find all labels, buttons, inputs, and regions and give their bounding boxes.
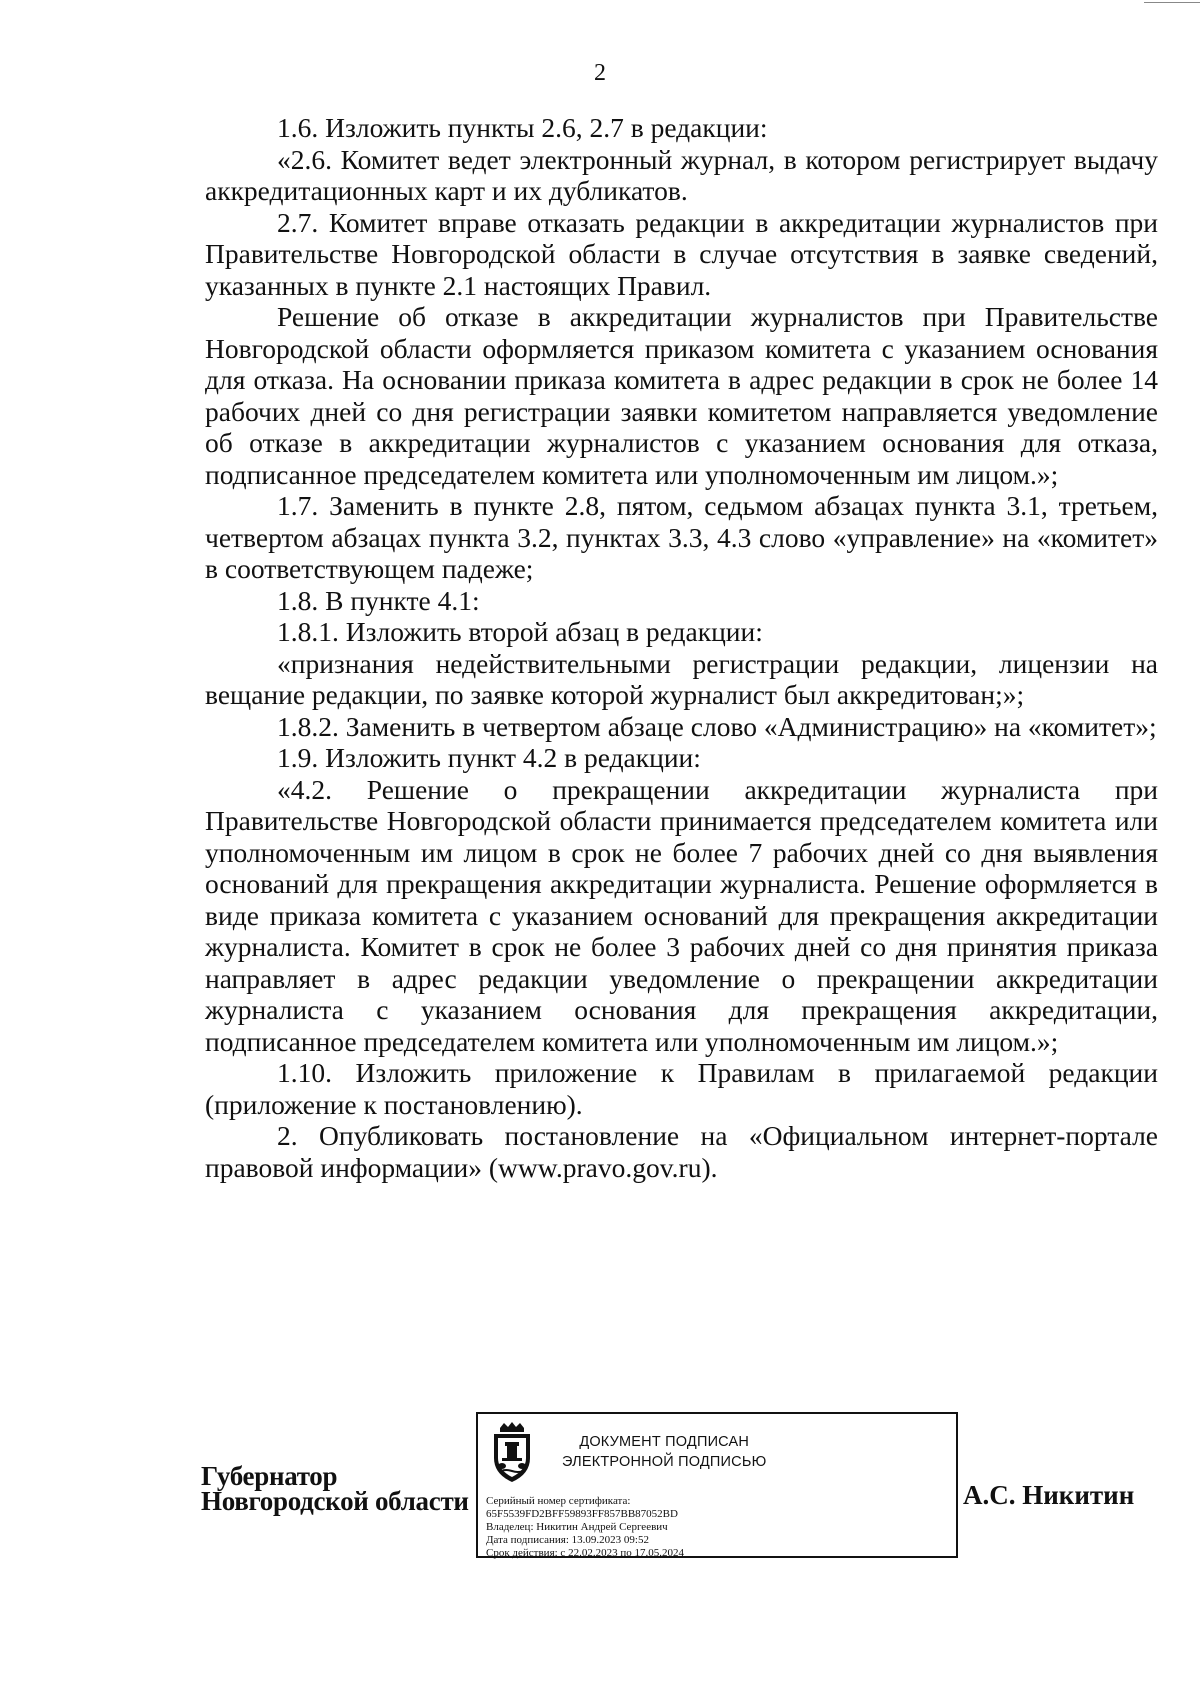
- paragraph-1-10: 1.10. Изложить приложение к Правилам в прилагаемой редакции (приложение к постановлению).: [205, 1057, 1158, 1120]
- paragraph-2-7: 2.7. Комитет вправе отказать редакции в аккредитации журналистов при Правительстве Новгородской области в случае отсутствия в заявке сведений, указанных в пункте 2.1 настоящих Правил.: [205, 206, 1158, 301]
- certificate-validity: Срок действия: с 22.02.2023 по 17.05.2024: [486, 1547, 684, 1559]
- certificate-label: Серийный номер сертификата:: [486, 1495, 631, 1507]
- paragraph-1-8-2: 1.8.2. Заменить в четвертом абзаце слово «Администрацию» на «комитет»;: [277, 710, 1157, 742]
- paragraph-recognition: «признания недействительными регистрации редакции, лицензии на вещание редакции, по заявке которой журналист был аккредитован;»;: [205, 647, 1158, 710]
- paragraph-2-publish: 2. Опубликовать постановление на «Официальном интернет-портале правовой информации» (www.pravo.gov.ru).: [205, 1120, 1158, 1183]
- signature-block: [0, 1412, 1200, 1572]
- stamp-header-line1: ДОКУМЕНТ ПОДПИСАН: [579, 1434, 750, 1450]
- signatory-title: [201, 1461, 469, 1516]
- signatory-title-line2: Новгородской области: [201, 1486, 469, 1516]
- certificate-serial: 65F5539FD2BFF59893FF857BB87052BD: [486, 1508, 678, 1520]
- page-number: 2: [594, 60, 606, 86]
- signatory-name: А.С. Никитин: [963, 1480, 1135, 1510]
- signatory-title-line1: Губернатор: [201, 1461, 338, 1491]
- paragraph-refusal-decision: Решение об отказе в аккредитации журналистов при Правительстве Новгородской области оформляется приказом комитета с указанием основания для отказа. На основании приказа комитета в адрес редакции в срок не более 14 рабочих дней со дня регистрации заявки комитетом направляется уведомление об отказе в аккредитации журналистов с указанием основания для отказа, подписанное председателем комитета или уполномоченным им лицом.»;: [205, 301, 1158, 490]
- coat-of-arms-icon: [488, 1422, 536, 1484]
- stamp-header-line2: ЭЛЕКТРОННОЙ ПОДПИСЬЮ: [562, 1454, 767, 1470]
- paragraph-2-6: «2.6. Комитет ведет электронный журнал, в котором регистрирует выдачу аккредитационных карт и их дубликатов.: [205, 143, 1158, 206]
- stamp-details: [486, 1495, 684, 1560]
- paragraph-1-9: 1.9. Изложить пункт 4.2 в редакции:: [277, 742, 701, 773]
- paragraph-1-8-1: 1.8.1. Изложить второй абзац в редакции:: [277, 616, 763, 647]
- paragraph-1-8: 1.8. В пункте 4.1:: [277, 584, 480, 616]
- document-body: [205, 112, 1158, 1183]
- stamp-header: [562, 1432, 766, 1472]
- electronic-signature-stamp: [476, 1412, 958, 1558]
- scan-edge-mark: [1144, 2, 1200, 3]
- signing-date: Дата подписания: 13.09.2023 09:52: [486, 1534, 649, 1546]
- paragraph-1-7: 1.7. Заменить в пункте 2.8, пятом, седьмом абзацах пункта 3.1, третьем, четвертом абзацах пункта 3.2, пунктах 3.3, 4.3 слово «управление» на «комитет» в соответствующем падеже;: [205, 490, 1158, 584]
- paragraph-4-2: «4.2. Решение о прекращении аккредитации журналиста при Правительстве Новгородской области принимается председателем комитета или уполномоченным им лицом в срок не более 7 рабочих дней со дня выявления оснований для прекращения аккредитации журналиста. Решение оформляется в виде приказа комитета с указанием оснований для прекращения аккредитации журналиста. Комитет в срок не более 3 рабочих дней со дня принятия приказа направляет в адрес редакции уведомление о прекращении аккредитации журналиста с указанием основания для прекращения аккредитации, подписанное председателем комитета или уполномоченным им лицом.»;: [205, 773, 1158, 1057]
- certificate-owner: Владелец: Никитин Андрей Сергеевич: [486, 1521, 668, 1533]
- paragraph-1-6: 1.6. Изложить пункты 2.6, 2.7 в редакции:: [277, 112, 768, 143]
